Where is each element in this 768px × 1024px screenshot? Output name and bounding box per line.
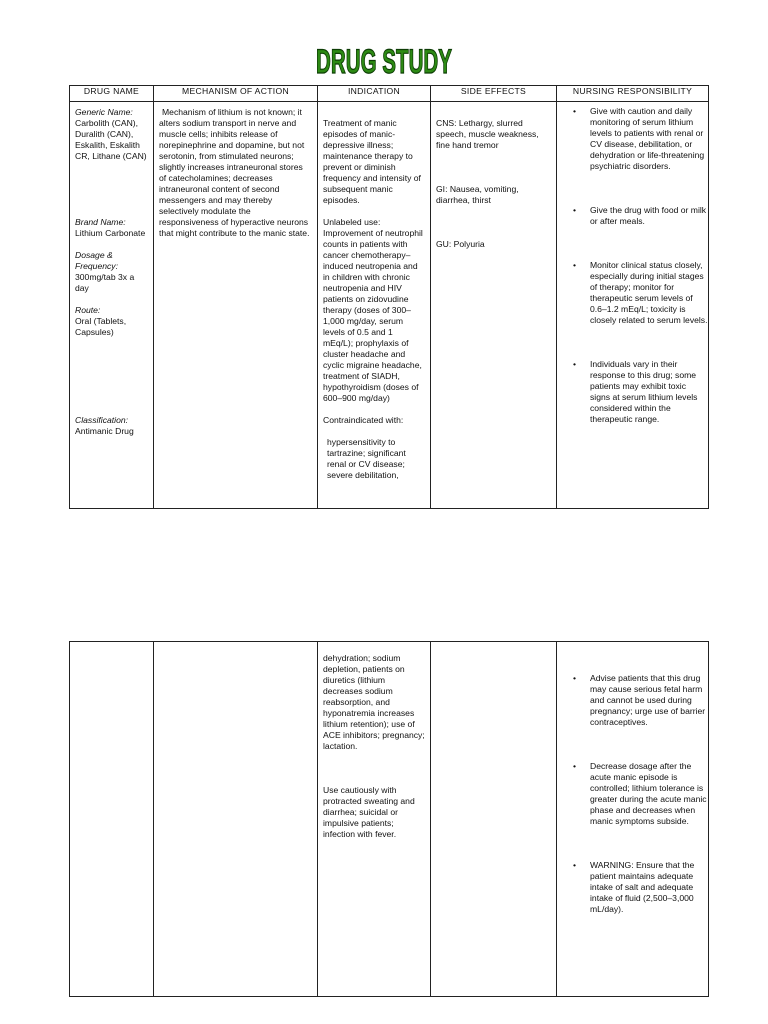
page-title (0, 40, 768, 81)
list-item: • Advise patients that this drug may cause serious fetal harm and cannot be used during pregnancy; urge use of barrier contraceptives. (573, 673, 706, 727)
list-item: • Give with caution and daily monitoring of serum lithium levels to patients with renal or CV disease, debilitation, or dehydration or life-threatening psychiatric disorders. (573, 106, 705, 171)
list-item: • Monitor clinical status closely, especially during initial stages of therapy; monitor for therapeutic serum levels of 0.6–1.2 mEq/L; toxicity is closely related to serum levels. (573, 260, 708, 325)
nursing-cell (557, 102, 709, 509)
route-label: Route: (75, 305, 101, 315)
table-row (70, 642, 709, 997)
header-drug-name: DRUG NAME (70, 86, 154, 102)
indication-cell (318, 102, 431, 509)
side-effects-cell-empty (431, 642, 557, 997)
header-side-effects: SIDE EFFECTS (431, 86, 557, 102)
indication-contraindicated-label: Contraindicated with: (323, 415, 404, 425)
mechanism-text: Mechanism of lithium is not known; it alters sodium transport in nerve and muscle cells; inhibits release of norepinephrine and dopamine, but not serotonin, from stimulated neurons; slightly increases intraneuronal stores of catecholamines; decreases intraneuronal content of second messengers and may thereby selectively modulate the responsiveness of hyperactive neurons that might contribute to the manic state. (159, 107, 310, 238)
header-nursing: NURSING RESPONSIBILITY (557, 86, 709, 102)
dosage-label: Dosage & Frequency: (75, 250, 118, 271)
bullet-icon: • (573, 205, 577, 215)
indication-unlabeled: Unlabeled use: Improvement of neutrophil counts in patients with cancer chemotherapy–induced neutropenia and in children with chronic neutropenia and HIV patients on zidovudine therapy (doses of 300–1,000 mg/day, serum levels of 0.5 and 1 mEq/L); prophylaxis of cluster headache and cyclic migraine headache, treatment of SIADH, hypothyroidism (doses of 600–900 mg/day) (323, 217, 423, 403)
classification-label: Classification: (75, 415, 129, 425)
indication-contraindications-continued: dehydration; sodium depletion, patients on diuretics (lithium decreases sodium reabsorption, and hyponatremia increases lithium retention); use of ACE inhibitors; pregnancy; lactation. (323, 653, 425, 751)
dosage-value: 300mg/tab 3x a day (75, 272, 135, 293)
table-row (70, 102, 709, 509)
indication-cell-continued (318, 642, 431, 997)
drug-name-cell-empty (70, 642, 154, 997)
bullet-icon: • (573, 106, 577, 116)
drug-study-table-page1 (69, 85, 709, 509)
drug-study-title-art (309, 40, 459, 81)
header-indication: INDICATION (318, 86, 431, 102)
bullet-icon: • (573, 359, 577, 369)
brand-name-label: Brand Name: (75, 217, 126, 227)
side-effects-cell (431, 102, 557, 509)
generic-name-value: Carbolith (CAN), Duralith (CAN), Eskalith, Eskalith CR, Lithane (CAN) (75, 118, 147, 161)
header-row (70, 86, 709, 102)
nursing-list (557, 102, 708, 425)
bullet-icon: • (573, 761, 577, 771)
mechanism-cell-empty (154, 642, 318, 997)
list-item: • WARNING: Ensure that the patient maintains adequate intake of salt and adequate intake of fluid (2,500–3,000 mL/day). (573, 860, 695, 914)
indication-treatment: Treatment of manic episodes of manic-depressive illness; maintenance therapy to prevent or diminish frequency and intensity of subsequent manic episodes. (323, 118, 421, 205)
drug-study-table-page2 (69, 641, 709, 997)
header-mechanism: MECHANISM OF ACTION (154, 86, 318, 102)
brand-name-value: Lithium Carbonate (75, 228, 146, 238)
title-text: DRUG STUDY (316, 43, 453, 81)
bullet-icon: • (573, 860, 577, 870)
side-effect-cns: CNS: Lethargy, slurred speech, muscle weakness, fine hand tremor (436, 118, 539, 150)
indication-use-cautiously: Use cautiously with protracted sweating and diarrhea; suicidal or impulsive patients; infection with fever. (323, 785, 415, 839)
indication-contraindications: hypersensitivity to tartrazine; significant renal or CV disease; severe debilitation, (327, 437, 406, 480)
list-item: • Decrease dosage after the acute manic episode is controlled; lithium tolerance is greater during the acute manic phase and decreases when manic symptoms subside. (573, 761, 707, 826)
classification-value: Antimanic Drug (75, 426, 134, 436)
generic-name-label: Generic Name: (75, 107, 133, 117)
nursing-list (557, 642, 708, 915)
list-item: • Individuals vary in their response to this drug; some patients may exhibit toxic signs at serum lithium levels considered within the therapeutic range. (573, 359, 698, 424)
bullet-icon: • (573, 260, 577, 270)
route-value: Oral (Tablets, Capsules) (75, 316, 127, 337)
bullet-icon: • (573, 673, 577, 683)
nursing-cell-continued (557, 642, 709, 997)
list-item: • Give the drug with food or milk or after meals. (573, 205, 707, 226)
drug-name-cell (70, 102, 154, 509)
side-effect-gu: GU: Polyuria (436, 239, 485, 249)
mechanism-cell (154, 102, 318, 509)
side-effect-gi: GI: Nausea, vomiting, diarrhea, thirst (436, 184, 519, 205)
